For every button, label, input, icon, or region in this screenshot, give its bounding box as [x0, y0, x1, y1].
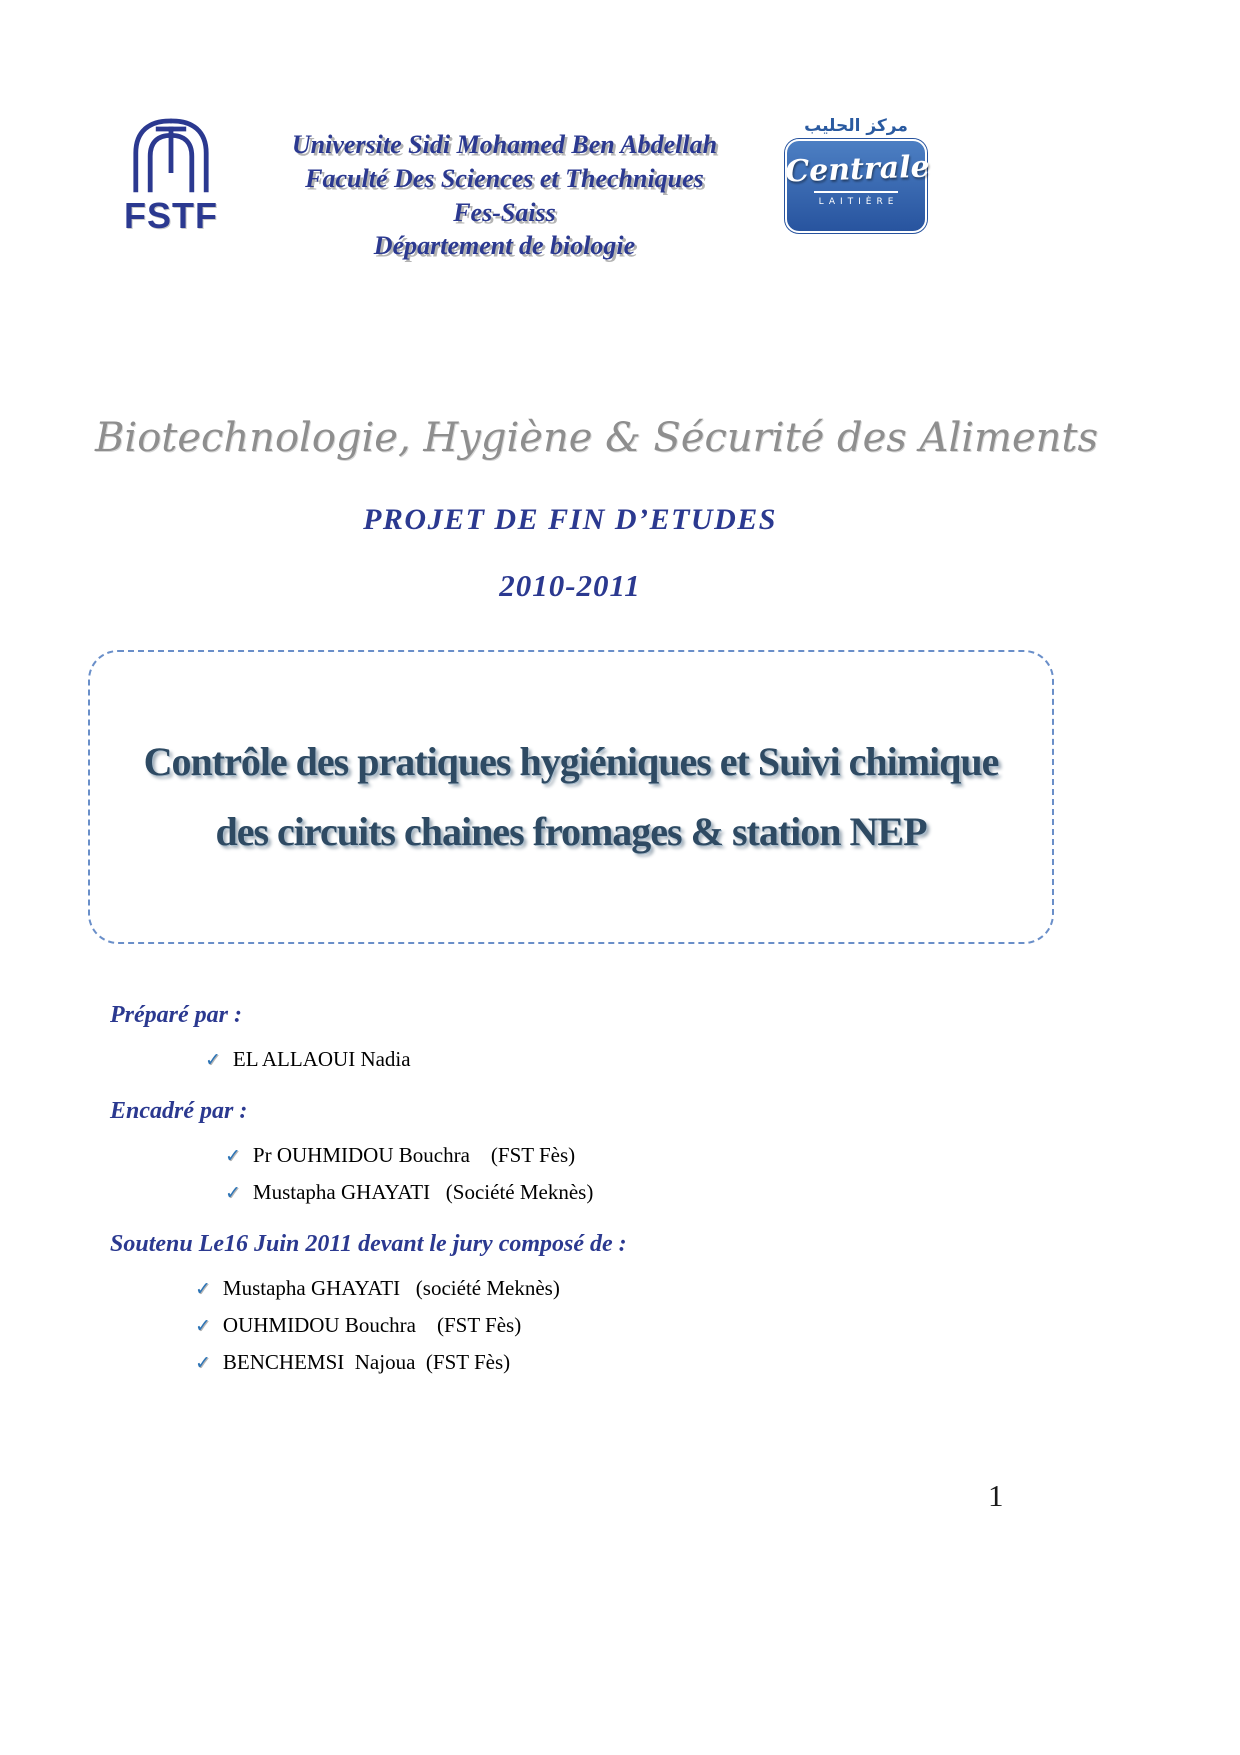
list-item: [225, 1180, 1030, 1205]
centrale-laitiere-logo: [784, 113, 931, 237]
list-item: [205, 1047, 1030, 1072]
main-title-line2: des circuits chaines fromages & station NEP: [215, 809, 927, 854]
supervisor-name: Mustapha GHAYATI (Société Meknès): [252, 1180, 594, 1204]
main-title-line1: Contrôle des pratiques hygiéniques et Suivi chimique: [143, 739, 999, 784]
list-item: [195, 1313, 1030, 1338]
list-item: [225, 1143, 1030, 1168]
faculty-name: Faculté Des Sciences et Thechniques: [305, 163, 704, 193]
university-name: Universite Sidi Mohamed Ben Abdellah: [291, 130, 718, 159]
program-title: Biotechnologie, Hygiène & Sécurité des Aliments: [95, 415, 1098, 461]
supervised-by-label: Encadré par :: [110, 1098, 248, 1124]
prepared-by-list: [205, 1047, 1030, 1072]
jury-member-name: Mustapha GHAYATI (société Meknès): [222, 1276, 560, 1300]
jury-member-name: OUHMIDOU Bouchra (FST Fès): [222, 1313, 522, 1337]
main-title-box: [88, 650, 1054, 944]
campus-name: Fes-Saiss: [453, 197, 556, 227]
academic-year: 2010-2011: [499, 568, 641, 603]
centrale-arabic-text: مركز الحليب: [785, 113, 927, 139]
centrale-rule: [814, 191, 898, 193]
page-number: 1: [988, 1478, 1004, 1513]
supervisor-name: Pr OUHMIDOU Bouchra (FST Fès): [252, 1143, 576, 1167]
jury-member-name: BENCHEMSI Najoua (FST Fès): [222, 1350, 511, 1374]
prepared-by-label: Préparé par :: [110, 1002, 242, 1028]
credits-section: [110, 1002, 1030, 1375]
centrale-brand-name: Centrale: [784, 149, 931, 190]
check-icon: ✓: [225, 1182, 241, 1204]
fstf-logo-text: FSTF: [124, 195, 218, 236]
project-type-title: PROJET DE FIN D’ETUDES: [363, 503, 777, 536]
supervised-by-list: [225, 1143, 1030, 1205]
list-item: [195, 1276, 1030, 1301]
check-icon: ✓: [195, 1352, 211, 1374]
fstf-logo: [112, 110, 230, 234]
jury-label: Soutenu Le16 Juin 2011 devant le jury composé de :: [110, 1231, 627, 1257]
fstf-emblem-icon: [123, 110, 219, 196]
jury-list: [195, 1276, 1030, 1375]
prepared-by-name: EL ALLAOUI Nadia: [232, 1047, 411, 1071]
check-icon: ✓: [195, 1315, 211, 1337]
check-icon: ✓: [195, 1278, 211, 1300]
centrale-logo-body: [784, 139, 931, 233]
department-name: Département de biologie: [373, 231, 636, 261]
check-icon: ✓: [225, 1145, 241, 1167]
check-icon: ✓: [205, 1049, 221, 1071]
institution-block: [222, 128, 787, 263]
list-item: [195, 1350, 1030, 1375]
centrale-subtitle: LAITIÈRE: [818, 197, 899, 207]
